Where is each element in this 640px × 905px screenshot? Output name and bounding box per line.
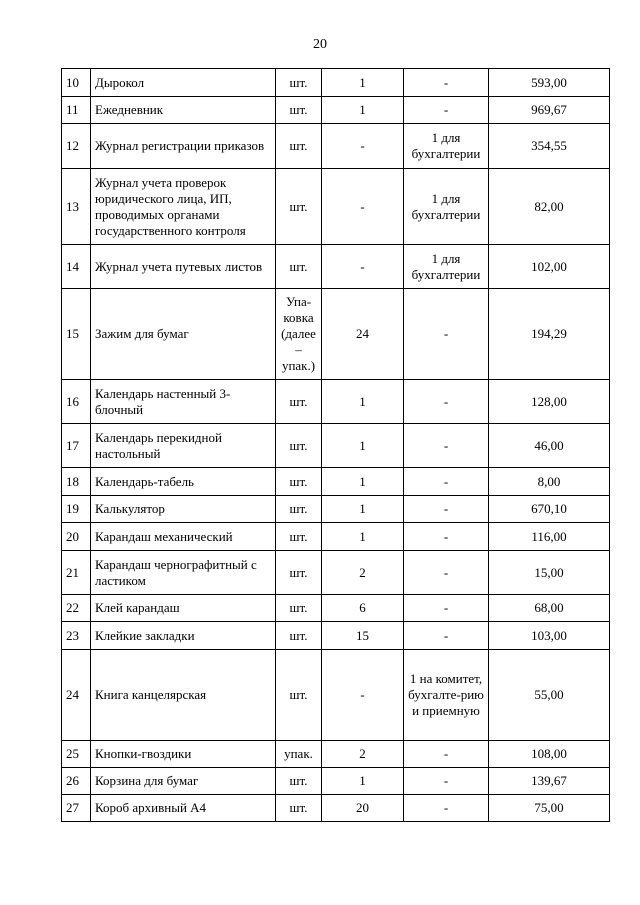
item-unit: шт.: [276, 650, 322, 741]
item-quantity: 1: [322, 69, 404, 97]
row-number: 22: [62, 595, 91, 622]
item-quantity: 24: [322, 289, 404, 380]
row-number: 13: [62, 169, 91, 245]
table-row: [62, 289, 610, 380]
item-price: 969,67: [489, 97, 610, 124]
item-price: 593,00: [489, 69, 610, 97]
page-number: 20: [313, 37, 327, 52]
table-row: [62, 97, 610, 124]
item-price: 8,00: [489, 468, 610, 496]
item-price: 75,00: [489, 795, 610, 822]
item-price: 46,00: [489, 424, 610, 468]
item-allocation: 1 для бухгалтерии: [404, 124, 489, 169]
item-name: Ежедневник: [91, 97, 276, 124]
item-price: 128,00: [489, 380, 610, 424]
item-allocation: -: [404, 551, 489, 595]
item-price: 139,67: [489, 768, 610, 795]
table-row: [62, 551, 610, 595]
item-quantity: 1: [322, 496, 404, 523]
item-price: 670,10: [489, 496, 610, 523]
item-price: 103,00: [489, 622, 610, 650]
table-row: [62, 124, 610, 169]
item-unit: шт.: [276, 768, 322, 795]
item-name: Карандаш чернографитный с ластиком: [91, 551, 276, 595]
row-number: 15: [62, 289, 91, 380]
item-quantity: 1: [322, 380, 404, 424]
item-unit: шт.: [276, 468, 322, 496]
item-unit: шт.: [276, 124, 322, 169]
item-allocation: -: [404, 97, 489, 124]
item-quantity: 2: [322, 551, 404, 595]
table-row: [62, 650, 610, 741]
item-quantity: 1: [322, 768, 404, 795]
row-number: 25: [62, 741, 91, 768]
row-number: 26: [62, 768, 91, 795]
item-unit: шт.: [276, 523, 322, 551]
item-name: Календарь-табель: [91, 468, 276, 496]
item-price: 194,29: [489, 289, 610, 380]
row-number: 10: [62, 69, 91, 97]
item-unit: шт.: [276, 169, 322, 245]
item-allocation: -: [404, 424, 489, 468]
item-price: 55,00: [489, 650, 610, 741]
item-price: 82,00: [489, 169, 610, 245]
item-quantity: 20: [322, 795, 404, 822]
item-allocation: -: [404, 795, 489, 822]
item-allocation: -: [404, 595, 489, 622]
item-unit: шт.: [276, 380, 322, 424]
item-unit: шт.: [276, 496, 322, 523]
item-quantity: 1: [322, 424, 404, 468]
table-row: [62, 69, 610, 97]
item-unit: шт.: [276, 245, 322, 289]
item-name: Журнал регистрации приказов: [91, 124, 276, 169]
row-number: 24: [62, 650, 91, 741]
item-allocation: -: [404, 741, 489, 768]
item-unit: шт.: [276, 69, 322, 97]
item-allocation: -: [404, 523, 489, 551]
item-name: Карандаш механический: [91, 523, 276, 551]
table-row: [62, 380, 610, 424]
item-unit: шт.: [276, 595, 322, 622]
table-row: [62, 622, 610, 650]
item-quantity: 1: [322, 97, 404, 124]
item-price: 68,00: [489, 595, 610, 622]
item-unit: Упа-ковка (далее – упак.): [276, 289, 322, 380]
item-name: Календарь настенный 3-блочный: [91, 380, 276, 424]
item-name: Корзина для бумаг: [91, 768, 276, 795]
item-price: 354,55: [489, 124, 610, 169]
item-price: 15,00: [489, 551, 610, 595]
table-row: [62, 245, 610, 289]
item-name: Журнал учета путевых листов: [91, 245, 276, 289]
item-allocation: -: [404, 768, 489, 795]
table-row: [62, 741, 610, 768]
item-quantity: 2: [322, 741, 404, 768]
row-number: 17: [62, 424, 91, 468]
item-allocation: -: [404, 468, 489, 496]
row-number: 21: [62, 551, 91, 595]
item-unit: шт.: [276, 622, 322, 650]
item-unit: шт.: [276, 551, 322, 595]
row-number: 18: [62, 468, 91, 496]
item-allocation: -: [404, 380, 489, 424]
table-row: [62, 424, 610, 468]
table-row: [62, 595, 610, 622]
item-price: 116,00: [489, 523, 610, 551]
item-name: Кнопки-гвоздики: [91, 741, 276, 768]
item-name: Зажим для бумаг: [91, 289, 276, 380]
item-quantity: -: [322, 124, 404, 169]
item-quantity: 6: [322, 595, 404, 622]
item-unit: упак.: [276, 741, 322, 768]
row-number: 11: [62, 97, 91, 124]
item-price: 102,00: [489, 245, 610, 289]
item-name: Дырокол: [91, 69, 276, 97]
item-quantity: 1: [322, 523, 404, 551]
item-quantity: 15: [322, 622, 404, 650]
item-quantity: 1: [322, 468, 404, 496]
item-name: Клейкие закладки: [91, 622, 276, 650]
row-number: 16: [62, 380, 91, 424]
table-row: [62, 768, 610, 795]
item-allocation: 1 для бухгалтерии: [404, 169, 489, 245]
row-number: 12: [62, 124, 91, 169]
item-price: 108,00: [489, 741, 610, 768]
item-unit: шт.: [276, 795, 322, 822]
row-number: 20: [62, 523, 91, 551]
item-name: Короб архивный А4: [91, 795, 276, 822]
item-unit: шт.: [276, 97, 322, 124]
row-number: 14: [62, 245, 91, 289]
row-number: 27: [62, 795, 91, 822]
item-unit: шт.: [276, 424, 322, 468]
table-row: [62, 795, 610, 822]
item-name: Книга канцелярская: [91, 650, 276, 741]
item-allocation: 1 на комитет, бухгалте-рию и приемную: [404, 650, 489, 741]
row-number: 23: [62, 622, 91, 650]
item-allocation: -: [404, 289, 489, 380]
item-name: Календарь перекидной настольный: [91, 424, 276, 468]
table-row: [62, 523, 610, 551]
table-row: [62, 496, 610, 523]
supplies-table: [61, 68, 610, 822]
item-allocation: -: [404, 496, 489, 523]
item-quantity: -: [322, 169, 404, 245]
item-quantity: -: [322, 245, 404, 289]
item-name: Калькулятор: [91, 496, 276, 523]
table-row: [62, 169, 610, 245]
row-number: 19: [62, 496, 91, 523]
item-allocation: -: [404, 622, 489, 650]
item-allocation: -: [404, 69, 489, 97]
item-name: Журнал учета проверок юридического лица, ИП, проводимых органами государственного контроля: [91, 169, 276, 245]
item-allocation: 1 для бухгалтерии: [404, 245, 489, 289]
item-name: Клей карандаш: [91, 595, 276, 622]
item-quantity: -: [322, 650, 404, 741]
table-row: [62, 468, 610, 496]
